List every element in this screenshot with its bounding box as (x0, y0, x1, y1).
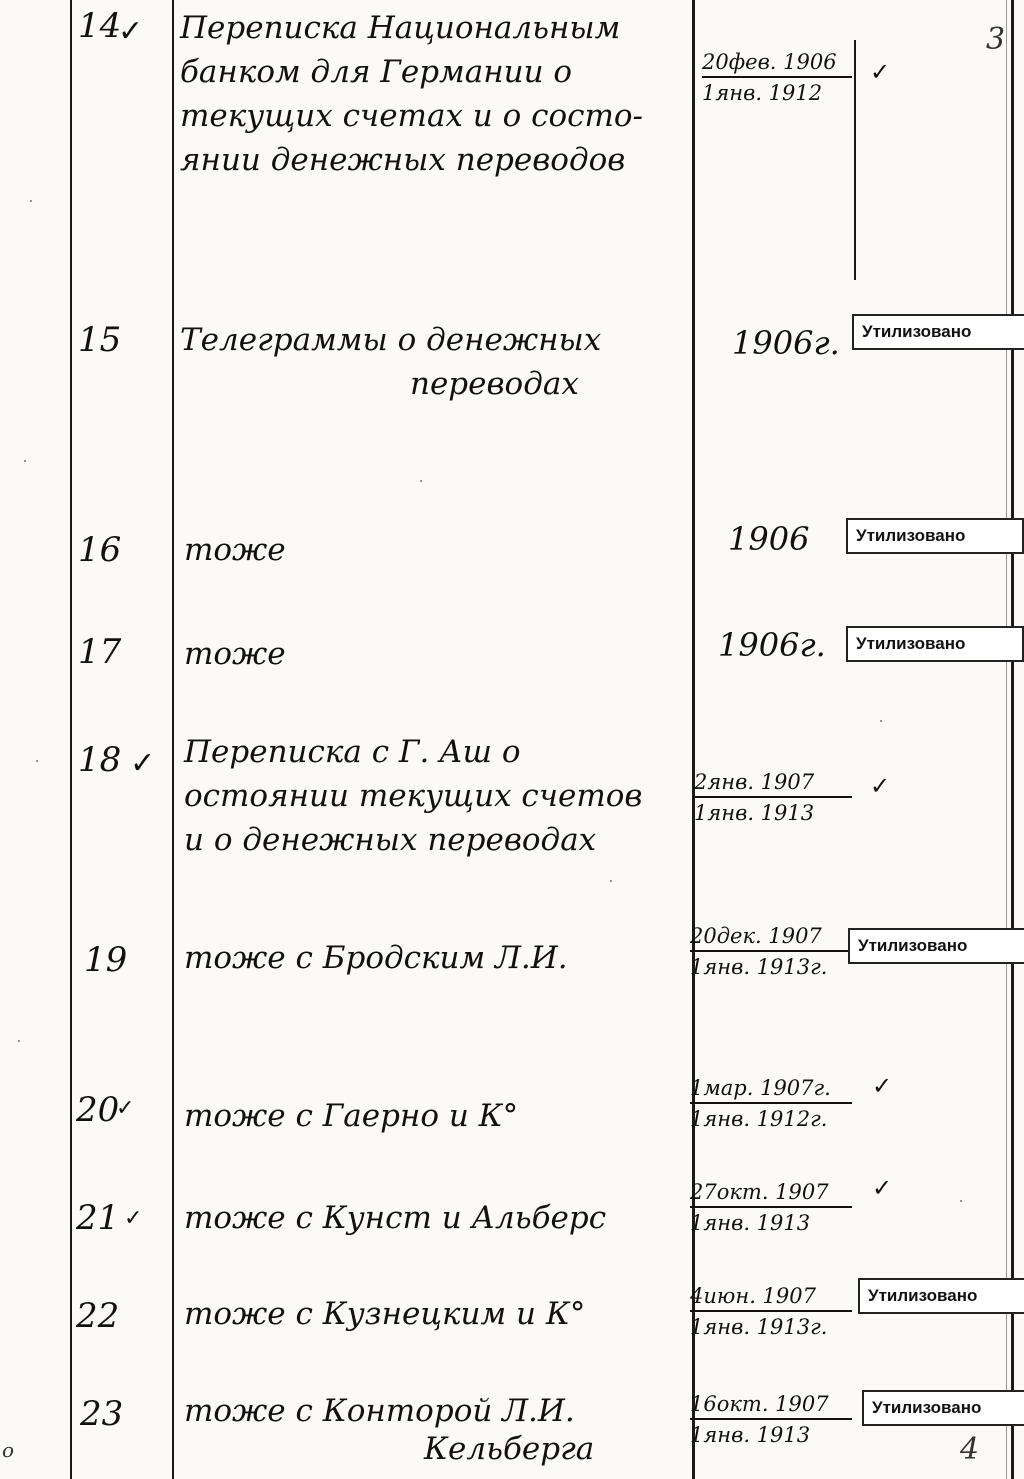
disposal-stamp: Утилизовано (846, 626, 1024, 662)
scan-speck (36, 760, 38, 762)
row-description: тоже (184, 636, 286, 672)
date-check-mark: ✓ (870, 58, 891, 86)
row-description: тоже с Гаерно и К° (184, 1098, 519, 1134)
row-description: тоже (184, 532, 286, 568)
page-number-top: 3 (986, 22, 1006, 57)
row-number: 16 (78, 530, 122, 570)
scan-speck (880, 720, 882, 722)
date-column-rule (1006, 0, 1007, 1479)
check-mark: ✓ (130, 746, 156, 781)
right-stamp-rule (1011, 0, 1014, 1479)
date-check-mark: ✓ (872, 1174, 893, 1202)
row-number: 23 (80, 1394, 124, 1434)
check-mark: ✓ (116, 1096, 135, 1121)
row-number: 21 (76, 1198, 120, 1238)
row-number: 15 (78, 320, 122, 360)
scan-speck (610, 880, 612, 882)
scan-speck (960, 1200, 962, 1202)
scan-speck (30, 200, 32, 202)
number-column-rule (172, 0, 174, 1479)
row-description: Переписка с Г. Аш о остоянии текущих счетов и о денежных переводах (184, 734, 643, 858)
row-number: 17 (78, 632, 122, 672)
check-mark: ✓ (118, 14, 144, 49)
row-number: 22 (76, 1296, 120, 1336)
row-number: 14 (78, 6, 122, 46)
row-number: 20 (76, 1090, 120, 1130)
row-description: тоже с Конторой Л.И. Кельберга (184, 1393, 595, 1467)
row-date-range: 27окт. 1907 1янв. 1913 (690, 1180, 852, 1235)
row-description: тоже с Кунст и Альберс (184, 1200, 607, 1236)
row-date-range: 20фев. 1906 1янв. 1912 (702, 50, 852, 105)
left-margin-mark: o (2, 1438, 15, 1462)
check-mark: ✓ (124, 1206, 143, 1231)
date-check-mark: ✓ (872, 1072, 893, 1100)
row-year: 1906г. (718, 626, 826, 664)
row-number: 18 (78, 740, 122, 780)
row-description: тоже с Бродским Л.И. (184, 940, 568, 976)
row-date-range: 20дек. 1907 1янв. 1913г. (690, 924, 850, 979)
row-date-range: 1мар. 1907г. 1янв. 1912г. (690, 1076, 852, 1131)
row-description: тоже с Кузнецким и К° (184, 1296, 586, 1332)
description-column-rule (692, 0, 695, 1479)
page-number-bottom: 4 (960, 1432, 980, 1467)
scan-speck (18, 1040, 20, 1042)
scan-speck (24, 460, 26, 462)
row-date-range: 2янв. 1907 1янв. 1913 (694, 770, 852, 825)
row-year: 1906г. (732, 324, 840, 362)
date-check-mark: ✓ (870, 772, 891, 800)
scan-speck (420, 480, 422, 482)
row-date-range: 4июн. 1907 1янв. 1913г. (690, 1284, 852, 1339)
disposal-stamp: Утилизовано (846, 518, 1024, 554)
row-description: Переписка Национальным банком для Германии о текущих счетах и о состо- янии денежных переводов (180, 10, 644, 178)
disposal-stamp: Утилизовано (858, 1278, 1024, 1314)
row-description: Телеграммы о денежных переводах (180, 322, 602, 402)
disposal-stamp: Утилизовано (852, 314, 1024, 350)
date-underline-stub (854, 40, 856, 280)
disposal-stamp: Утилизовано (848, 928, 1024, 964)
row-number: 19 (84, 940, 128, 980)
margin-rule-left (70, 0, 72, 1479)
row-year: 1906 (728, 520, 810, 558)
disposal-stamp: Утилизовано (862, 1390, 1024, 1426)
row-date-range: 16окт. 1907 1янв. 1913 (690, 1392, 852, 1447)
